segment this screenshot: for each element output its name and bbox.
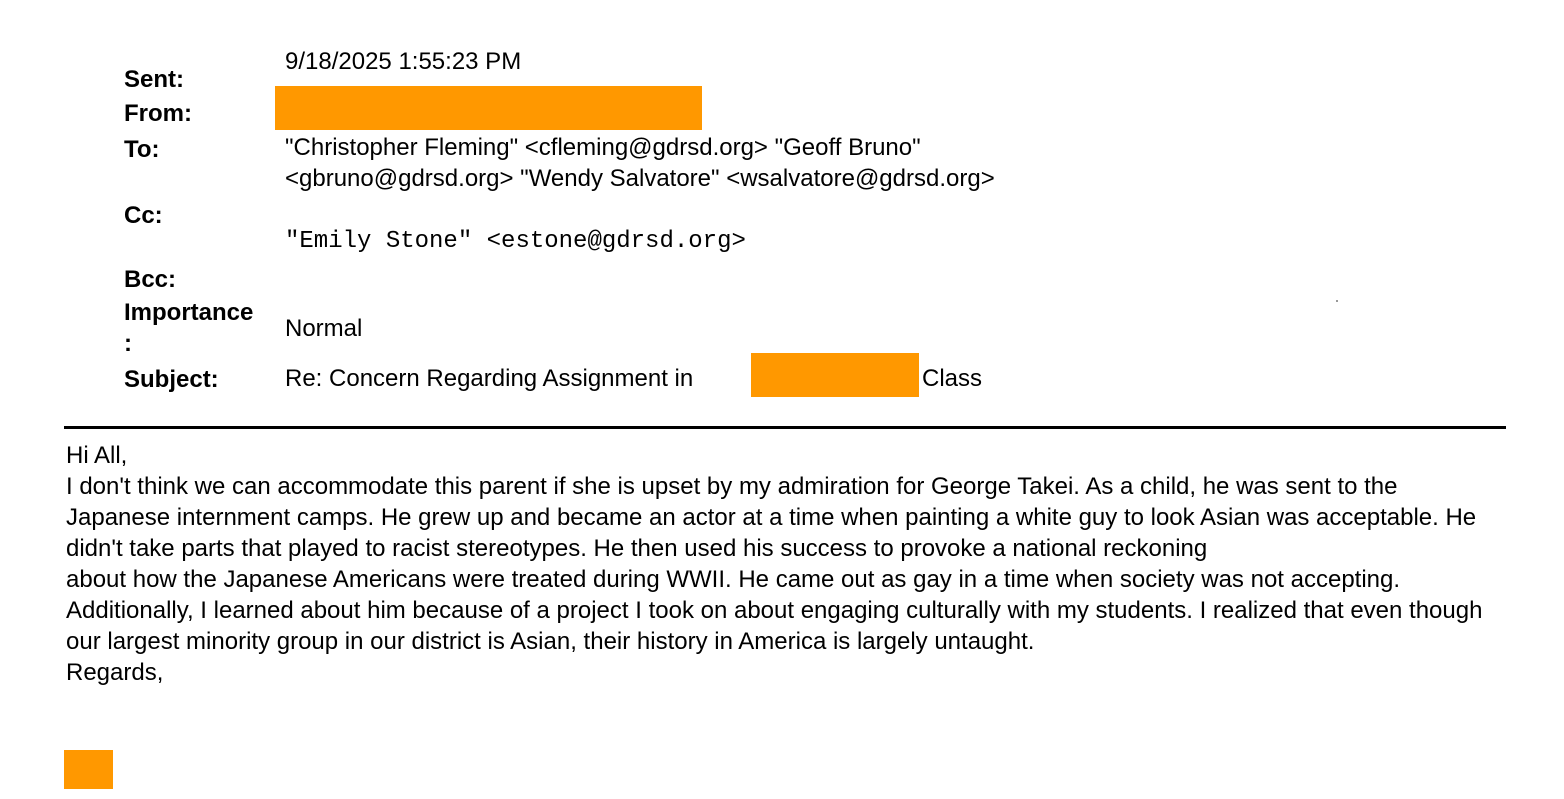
body-paragraph-3: Additionally, I learned about him because of a project I took on about engaging culturally with my students. I realized that even though our largest minority group in our district is Asian, their history in America is largely untaught.	[66, 597, 1483, 655]
to-value-line1: "Christopher Fleming" <cfleming@gdrsd.org> "Geoff Bruno"	[285, 134, 921, 161]
importance-value: Normal	[285, 315, 363, 342]
cc-label: Cc:	[124, 202, 163, 229]
to-value-line2: <gbruno@gdrsd.org> "Wendy Salvatore" <wsalvatore@gdrsd.org>	[285, 165, 995, 192]
sent-label: Sent:	[124, 66, 184, 93]
subject-value-prefix: Re: Concern Regarding Assignment in	[285, 365, 694, 392]
subject-redaction	[751, 353, 919, 397]
bcc-label: Bcc:	[124, 266, 177, 293]
body-paragraph-2: about how the Japanese Americans were treated during WWII. He came out as gay in a time when society was not accepting.	[66, 566, 1401, 593]
to-label: To:	[124, 136, 160, 163]
importance-label-colon: :	[124, 330, 132, 357]
email-body	[66, 440, 1506, 688]
subject-label: Subject:	[124, 366, 219, 393]
from-label: From:	[124, 100, 192, 127]
subject-value-suffix: Class	[922, 365, 983, 392]
scan-speck	[1336, 300, 1338, 302]
cc-value: "Emily Stone" <estone@gdrsd.org>	[285, 228, 746, 255]
header-divider	[64, 426, 1506, 429]
sent-value: 9/18/2025 1:55:23 PM	[285, 48, 522, 75]
importance-label: Importance	[124, 299, 254, 326]
body-paragraph-1: I don't think we can accommodate this parent if she is upset by my admiration for George Takei. As a child, he was sent to the Japanese internment camps. He grew up and became an actor at a time when painting a white guy to look Asian was acceptable. He didn't take parts that played to racist stereotypes. He then used his success to provoke a national reckoning	[66, 473, 1477, 562]
closing: Regards,	[66, 659, 164, 686]
from-redaction	[275, 86, 702, 130]
signature-redaction	[64, 750, 113, 789]
greeting: Hi All,	[66, 442, 128, 469]
